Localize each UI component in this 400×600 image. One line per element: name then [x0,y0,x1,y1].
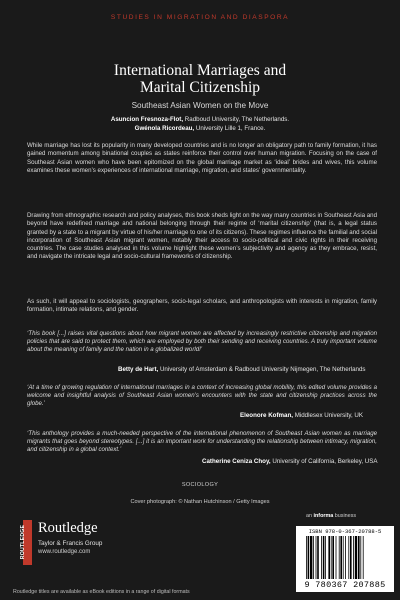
informa-business-tagline [306,513,356,519]
routledge-logo [20,520,32,565]
title-line-1: International Marriages and [113,62,287,79]
series-name: STUDIES IN MIGRATION AND DIASPORA [110,14,290,21]
author-1-name: Asuncion Fresnoza-Flot, [110,116,184,123]
informa-suffix: business [334,513,357,519]
blurb-paragraph-1: While marriage has lost its popularity in many developed countries and is no longer an obligatory path to family formation, it has gained momentum among binational couples as states reinforce their control over human migration. Focusing on the case of Southeast Asian women who have been epitomized on the global marriage market as ‘ideal’ brides and wives, this volume examines these women’s experiences of international marriage, migration, and states’ governmentality. [27,142,377,174]
publisher-url: www.routledge.com [38,549,91,555]
endorser-2-affiliation: Middlesex University, UK [294,412,363,419]
author-2-name: Gwénola Ricordeau, [134,125,195,132]
author-2 [0,125,400,132]
endorsement-3: ‘This anthology provides a much-needed perspective of the international phenomenon of Southeast Asian women as marriage migrants that goes beyond stereotypes. [...] it is an important work for understanding the relationship between intimacy, migration, and citizenship in a global context.’ [27,430,377,454]
book-subtitle: Southeast Asian Women on the Move [131,101,269,110]
endorser-3-affiliation: University of California, Berkeley, USA [272,458,378,465]
ebook-note: Routledge titles are available as eBook editions in a range of digital formats [13,589,190,595]
barcode-image [306,536,384,579]
subject-category: SOCIOLOGY [181,482,219,488]
endorsement-1-attribution [118,366,366,373]
publisher-name: Routledge [38,520,98,536]
book-title [0,62,400,96]
endorser-1-name: Betty de Hart, [118,366,159,373]
endorsement-1: ‘This book [...] raises vital questions about how migrant women are affected by increasingly restrictive citizenship and migration policies that are said to protect them, which are employed by both their sending and receiving countries. A truly important volume about the meaning of family and the nation in a globalized world!’ [27,330,377,354]
blurb-paragraph-2: Drawing from ethnographic research and policy analyses, this book sheds light on the way many countries in Southeast Asia and beyond have redefined marriage and national belonging through their regime of ‘marital citizenship’ (that is, a legal status granted by a state to a migrant by virtue of his/her marriage to one of its citizens). These regimes influence the familial and social incorporation of Southeast Asian migrant women, notably their access to socio-political and civic rights in their receiving countries. The case studies analysed in this volume highlight these women’s subjectivity and agency as they embrace, resist, and navigate the intricate legal and socio-cultural frameworks of citizenship. [27,212,377,261]
isbn-label: ISBN 978-0-367-20788-5 [308,528,382,535]
informa-prefix: an [306,513,312,519]
endorsement-3-attribution [202,458,378,465]
author-1-affiliation: Radboud University, The Netherlands. [184,116,290,123]
blurb-paragraph-3: As such, it will appeal to sociologists, geographers, socio-legal scholars, and anthropologists with interests in migration, family formation, intimate relations, and gender. [27,298,377,314]
endorsement-2: ‘At a time of growing regulation of international marriages in a context of increasing global mobility, this edited volume provides a welcome and insightful analysis of Southeast Asian women’s encounters with the state and citizenship practices across the globe.’ [27,384,377,408]
author-1 [0,116,400,123]
cover-credit: Cover photograph: © Nathan Hutchinson / Getty Images [130,499,270,505]
title-line-2: Marital Citizenship [139,79,261,96]
author-2-affiliation: University Lille 1, France. [195,125,266,132]
endorser-3-name: Catherine Ceniza Choy, [202,458,271,465]
endorser-2-name: Eleonore Kofman, [240,412,293,419]
informa-brand: informa [313,513,334,519]
barcode-panel [296,526,394,592]
routledge-logo-text: ROUTLEDGE [20,524,27,560]
publisher-group: Taylor & Francis Group [38,540,103,547]
endorser-1-affiliation: University of Amsterdam & Radboud University Nijmegen, The Netherlands [159,366,366,373]
endorsement-2-attribution [240,412,363,419]
barcode-number: 9 780367 207885 [304,580,386,590]
